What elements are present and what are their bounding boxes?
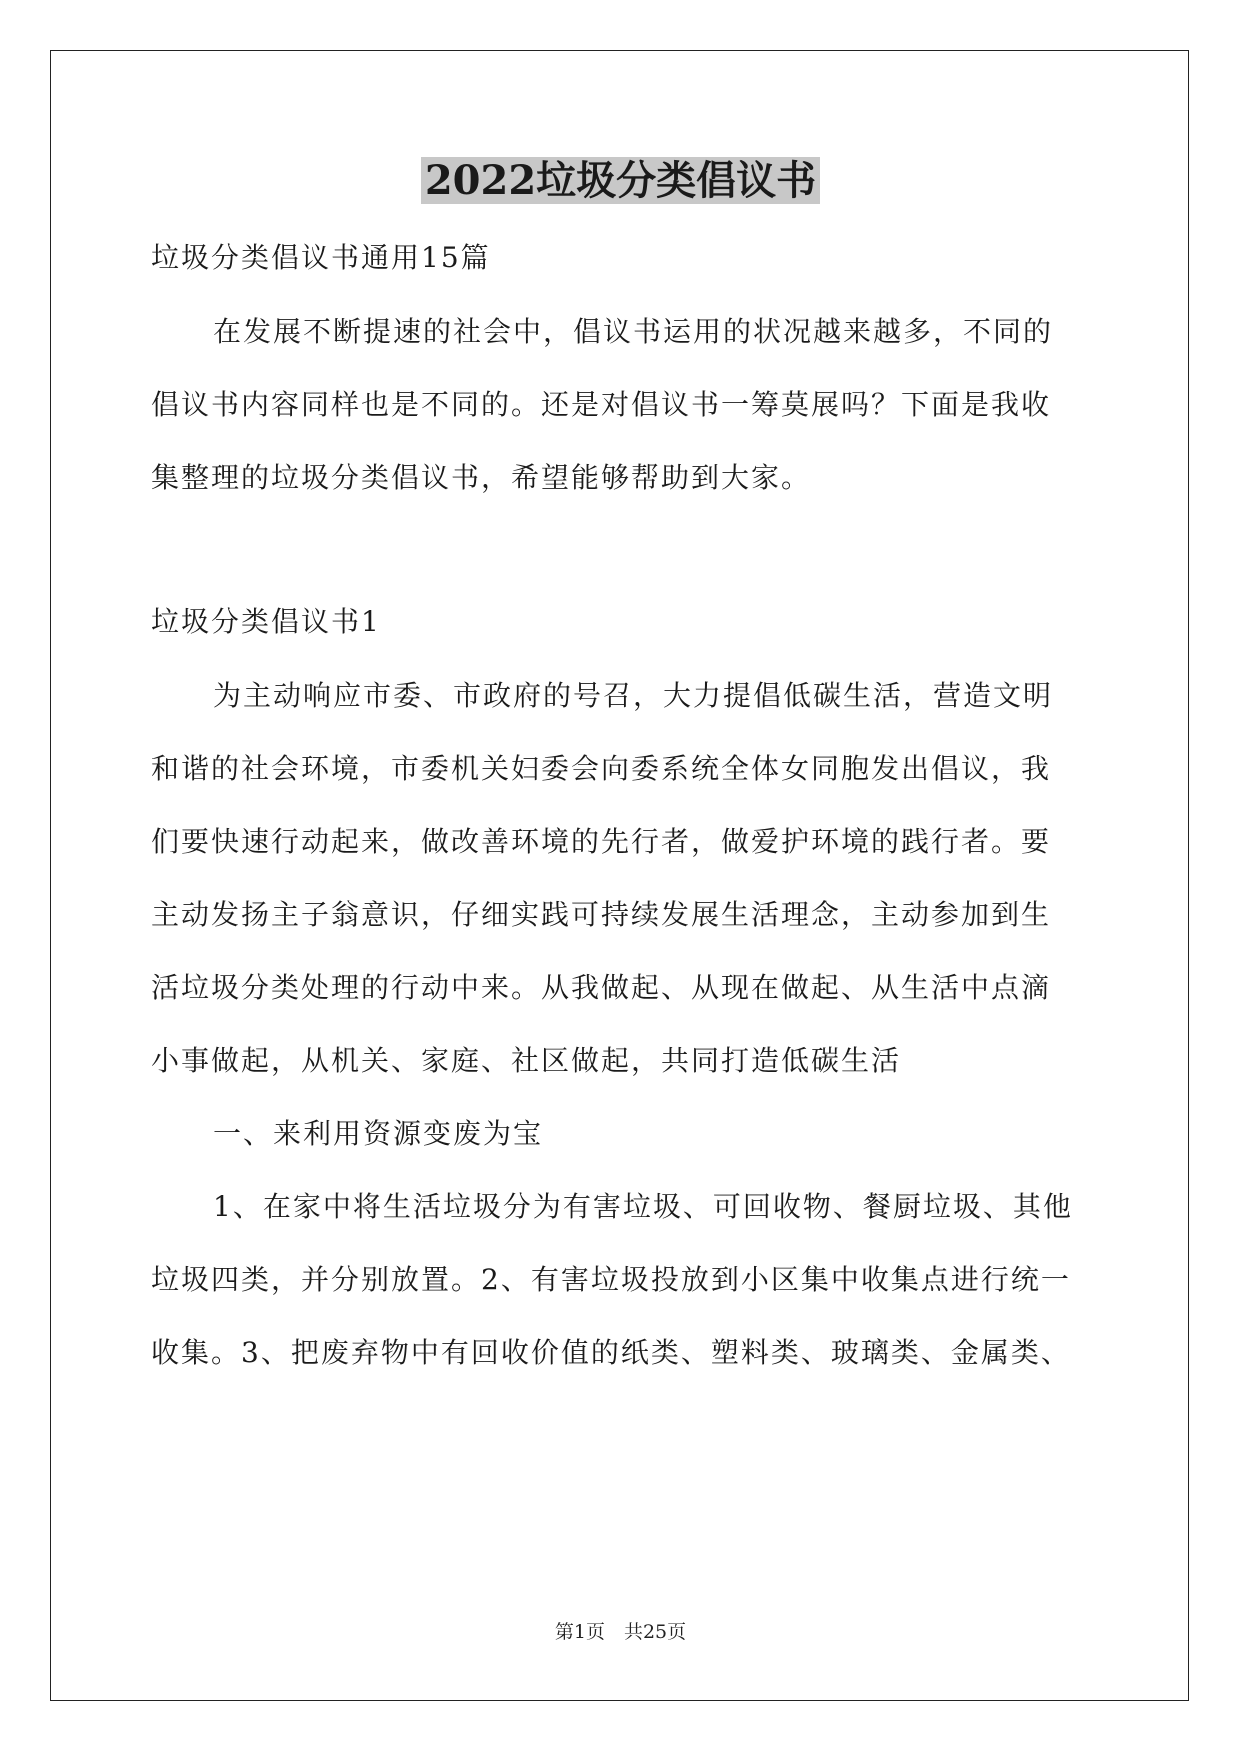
point-paragraph-line: 收集。3、把废弃物中有回收价值的纸类、塑料类、玻璃类、金属类、 — [151, 1336, 1071, 1369]
section-heading: 垃圾分类倡议书1 — [151, 605, 381, 638]
document-subtitle: 垃圾分类倡议书通用15篇 — [151, 241, 491, 274]
point-paragraph-line: 1、在家中将生活垃圾分为有害垃圾、可回收物、餐厨垃圾、其他 — [213, 1190, 1073, 1223]
point-paragraph-line: 垃圾四类，并分别放置。2、有害垃圾投放到小区集中收集点进行统一 — [151, 1263, 1071, 1296]
body-paragraph-line: 活垃圾分类处理的行动中来。从我做起、从现在做起、从生活中点滴 — [151, 971, 1052, 1004]
page-border — [50, 50, 1189, 1701]
body-paragraph-line: 们要快速行动起来，做改善环境的先行者，做爱护环境的践行者。要 — [151, 825, 1052, 858]
document-title-text: 2022垃圾分类倡议书 — [421, 157, 820, 204]
body-paragraph-line: 和谐的社会环境，市委机关妇委会向委系统全体女同胞发出倡议，我 — [151, 752, 1052, 785]
body-paragraph-line: 小事做起，从机关、家庭、社区做起，共同打造低碳生活 — [151, 1044, 902, 1077]
document-title — [0, 150, 1241, 212]
intro-paragraph-line: 在发展不断提速的社会中，倡议书运用的状况越来越多，不同的 — [213, 315, 1054, 348]
body-paragraph-line: 为主动响应市委、市政府的号召，大力提倡低碳生活，营造文明 — [213, 679, 1054, 712]
intro-paragraph-line: 集整理的垃圾分类倡议书，希望能够帮助到大家。 — [151, 461, 812, 494]
page-number-footer: 第1页 共25页 — [554, 1621, 687, 1643]
point-heading: 一、来利用资源变废为宝 — [213, 1117, 544, 1150]
body-paragraph-line: 主动发扬主子翁意识，仔细实践可持续发展生活理念，主动参加到生 — [151, 898, 1052, 931]
intro-paragraph-line: 倡议书内容同样也是不同的。还是对倡议书一筹莫展吗？下面是我收 — [151, 388, 1052, 421]
